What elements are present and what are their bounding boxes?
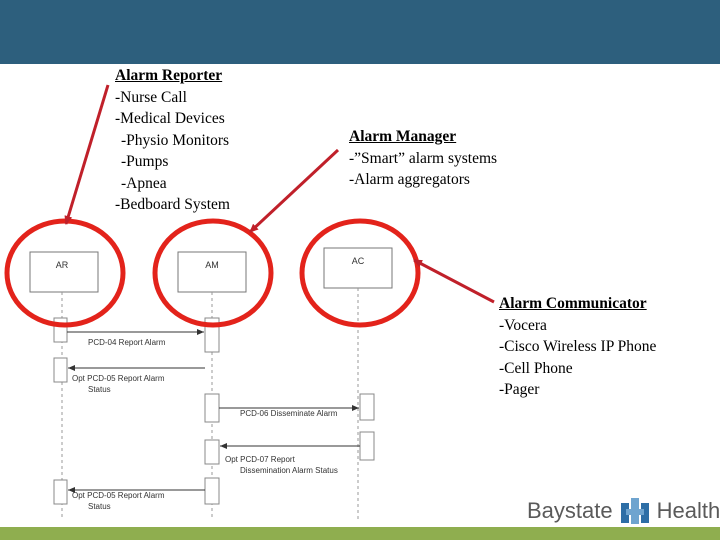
logo-text-right: Health bbox=[656, 498, 720, 523]
alarm-reporter-item: -Apnea bbox=[121, 174, 167, 192]
actor-label-ar: AR bbox=[55, 260, 69, 270]
activation-box bbox=[360, 432, 374, 460]
alarm-manager-item: -”Smart” alarm systems bbox=[349, 149, 498, 167]
actor-label-am: AM bbox=[205, 260, 219, 270]
alarm-communicator-item: -Vocera bbox=[499, 316, 547, 334]
pointer-arrow-manager bbox=[250, 150, 338, 232]
alarm-communicator-title: Alarm Communicator bbox=[499, 295, 647, 312]
message-label: Status bbox=[88, 385, 111, 394]
actor-label-ac: AC bbox=[351, 256, 365, 266]
pointer-arrow-reporter bbox=[66, 85, 108, 224]
activation-box bbox=[360, 394, 374, 420]
alarm-reporter-item: -Nurse Call bbox=[115, 88, 187, 106]
message-label: PCD-04 Report Alarm bbox=[88, 338, 166, 347]
message-label: Status bbox=[88, 502, 111, 511]
activation-box bbox=[54, 358, 67, 382]
alarm-reporter-item: -Medical Devices bbox=[115, 110, 225, 127]
message-label: Opt PCD-07 Report bbox=[225, 455, 295, 464]
alarm-manager-title: Alarm Manager bbox=[349, 128, 457, 145]
logo-mark-icon bbox=[618, 497, 652, 525]
alarm-reporter-item: -Pumps bbox=[121, 153, 169, 170]
actor-box-ar bbox=[30, 252, 98, 292]
activation-box bbox=[54, 480, 67, 504]
activation-box bbox=[205, 478, 219, 504]
alarm-communicator-item: -Pager bbox=[499, 381, 540, 398]
alarm-communicator-item: -Cisco Wireless IP Phone bbox=[499, 338, 657, 355]
alarm-reporter-title: Alarm Reporter bbox=[115, 67, 223, 84]
alarm-reporter-item: -Bedboard System bbox=[115, 196, 230, 213]
logo-text-left: Baystate bbox=[527, 498, 613, 523]
alarm-reporter-block bbox=[115, 65, 230, 216]
alarm-communicator-item: -Cell Phone bbox=[499, 359, 573, 377]
message-label: Opt PCD-05 Report Alarm bbox=[72, 374, 165, 383]
message-label: PCD-06 Disseminate Alarm bbox=[240, 409, 338, 418]
alarm-reporter-item: -Physio Monitors bbox=[121, 131, 230, 149]
activation-box bbox=[205, 440, 219, 464]
alarm-communicator-block bbox=[499, 293, 656, 401]
activation-box bbox=[54, 318, 67, 342]
baystate-health-logo bbox=[527, 496, 720, 526]
pointer-arrow-communicator bbox=[414, 260, 494, 302]
activation-box bbox=[205, 394, 219, 422]
actor-box-am bbox=[178, 252, 246, 292]
alarm-manager-block bbox=[349, 126, 497, 191]
actor-box-ac bbox=[324, 248, 392, 288]
alarm-manager-item: -Alarm aggregators bbox=[349, 171, 470, 188]
message-label: Dissemination Alarm Status bbox=[240, 466, 338, 475]
bottom-stripe bbox=[0, 527, 720, 540]
message-label: Opt PCD-05 Report Alarm bbox=[72, 491, 165, 500]
